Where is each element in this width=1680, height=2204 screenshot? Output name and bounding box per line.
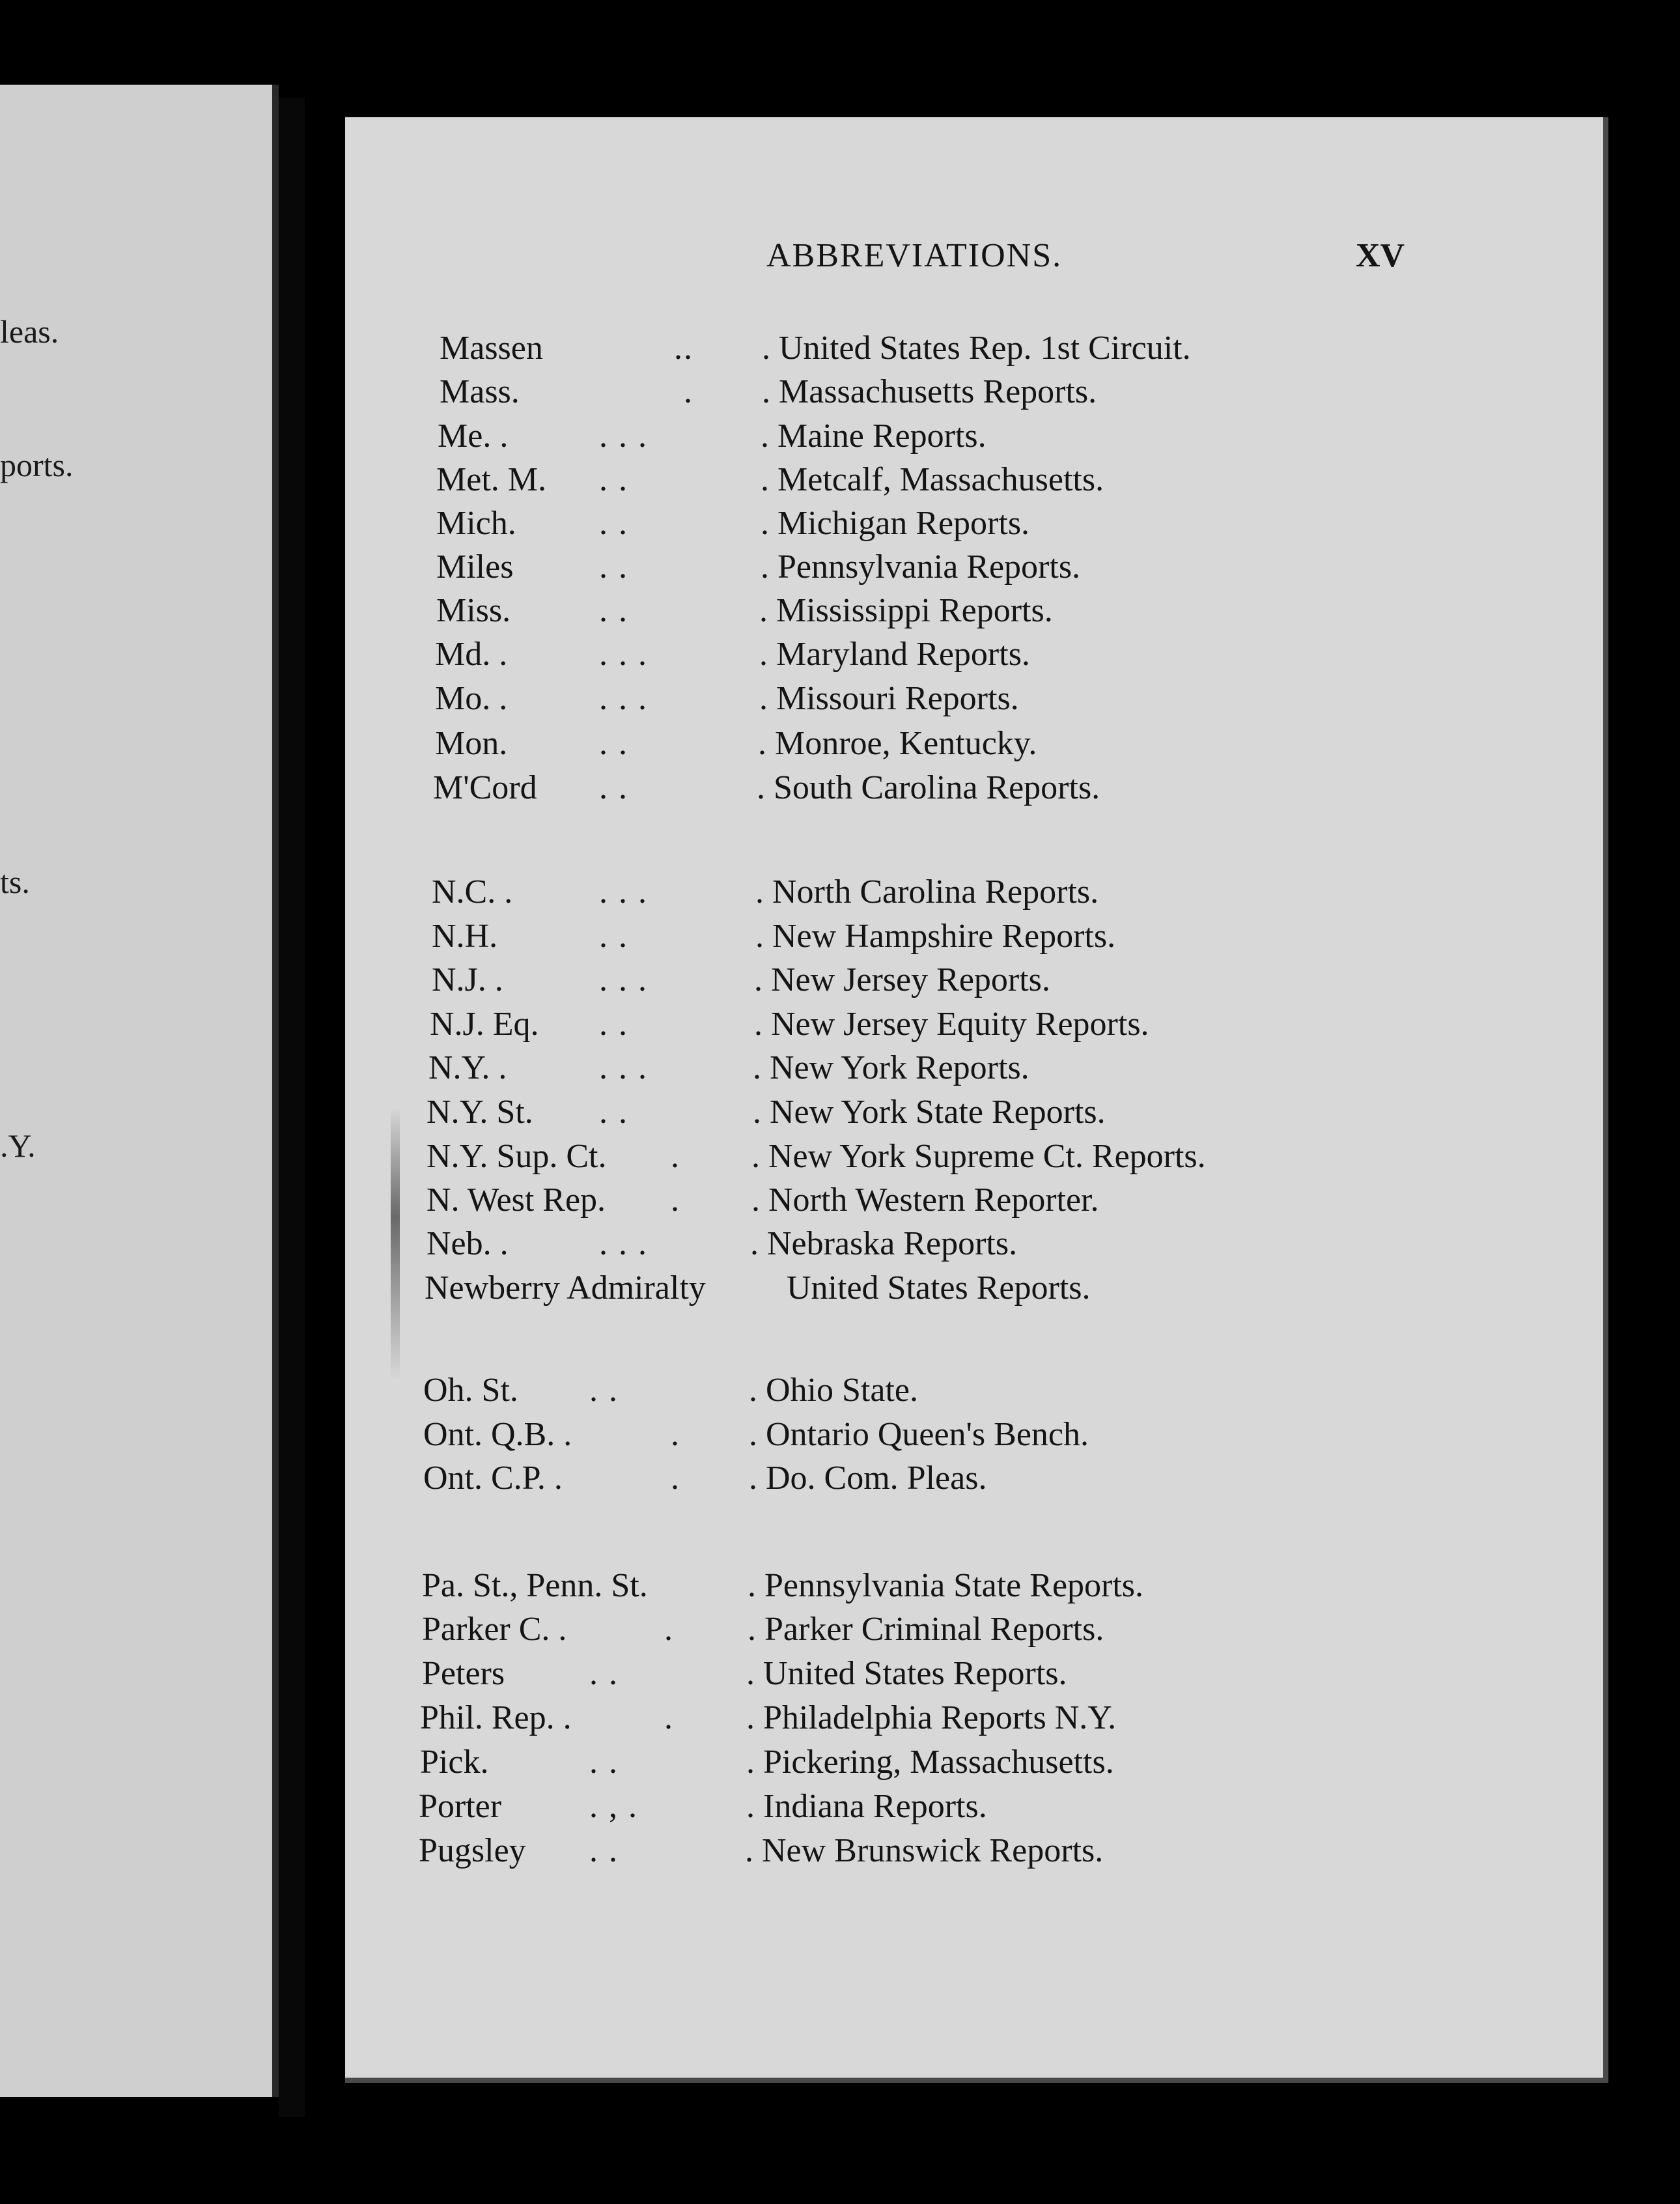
abbreviation-term: Parker C. . (422, 1611, 567, 1648)
page-number: XV (1356, 237, 1405, 274)
abbreviation-entry (0, 1610, 1367, 1652)
abbreviation-term: Me. . (438, 417, 509, 455)
abbreviation-entry (0, 1566, 1367, 1608)
leader-dots: . (684, 373, 693, 410)
abbreviation-term: N.H. (432, 918, 498, 955)
abbreviation-meaning: . Do. Com. Pleas. (749, 1460, 987, 1497)
abbreviation-entry (0, 679, 1367, 721)
abbreviation-term: Met. M. (436, 461, 546, 498)
abbreviation-entry (0, 917, 1367, 959)
page-title: ABBREVIATIONS. (766, 237, 1063, 274)
leader-dots: . . . (599, 680, 648, 717)
abbreviation-meaning: . Philadelphia Reports N.Y. (746, 1699, 1117, 1736)
abbreviation-meaning: . Massachusetts Reports. (762, 373, 1097, 410)
abbreviation-meaning: . Ohio State. (749, 1372, 918, 1409)
leader-dots: . . (589, 1372, 619, 1409)
abbreviation-entry (0, 1459, 1367, 1501)
leader-dots: . . (599, 769, 628, 806)
abbreviation-meaning: . New Jersey Reports. (754, 961, 1050, 998)
left-page-fragment: ts. (0, 864, 30, 900)
abbreviation-term: Oh. St. (423, 1372, 518, 1409)
abbreviation-entry (0, 635, 1367, 677)
leader-dots: . (671, 1138, 680, 1175)
abbreviation-entry (0, 1743, 1367, 1785)
leader-dots: . . (599, 725, 628, 762)
abbreviation-entry (0, 1787, 1367, 1829)
abbreviation-term: Phil. Rep. . (420, 1699, 572, 1736)
abbreviation-entry (0, 961, 1367, 1002)
abbreviation-entry (0, 548, 1367, 589)
abbreviation-term: Md. . (435, 636, 508, 673)
abbreviation-entry (0, 1005, 1367, 1047)
abbreviation-meaning: . North Western Reporter. (751, 1181, 1099, 1219)
abbreviation-entry (0, 1181, 1367, 1222)
abbreviation-term: Pa. St., Penn. St. (422, 1567, 648, 1604)
abbreviation-term: Ont. Q.B. . (423, 1416, 572, 1453)
abbreviation-entry (0, 1831, 1367, 1873)
abbreviation-entry (0, 1137, 1367, 1179)
abbreviation-term: N.J. Eq. (430, 1006, 539, 1043)
abbreviation-entry (0, 329, 1367, 371)
abbreviation-meaning: . Pickering, Massachusetts. (746, 1744, 1114, 1781)
abbreviation-meaning: . Parker Criminal Reports. (748, 1611, 1104, 1648)
leader-dots: . (664, 1611, 674, 1648)
abbreviation-meaning: . South Carolina Reports. (757, 769, 1100, 806)
abbreviation-term: N.Y. St. (427, 1094, 533, 1131)
leader-dots: .. (674, 330, 693, 367)
abbreviation-meaning: . New Hampshire Reports. (755, 918, 1116, 955)
leader-dots: . . (599, 1006, 628, 1043)
abbreviation-term: M'Cord (433, 769, 537, 806)
abbreviation-term: N.Y. . (428, 1049, 507, 1086)
abbreviation-meaning: . Nebraska Reports. (750, 1225, 1018, 1262)
abbreviation-entry (0, 1093, 1367, 1135)
abbreviation-term: N.Y. Sup. Ct. (427, 1138, 607, 1175)
abbreviation-meaning: . Ontario Queen's Bench. (749, 1416, 1089, 1453)
abbreviation-term: Massen (440, 330, 543, 367)
abbreviation-term: Pick. (420, 1744, 489, 1781)
abbreviation-term: N.J. . (432, 961, 503, 998)
abbreviation-entry (0, 1224, 1367, 1266)
leader-dots: . . (589, 1744, 619, 1781)
abbreviation-term: Neb. . (427, 1225, 509, 1262)
abbreviation-term: Ont. C.P. . (423, 1460, 563, 1497)
abbreviation-entry (0, 460, 1367, 502)
leader-dots: . . . (599, 873, 648, 911)
abbreviation-term: Mon. (435, 725, 508, 762)
abbreviation-meaning: . Monroe, Kentucky. (758, 725, 1037, 762)
left-page-fragment: leas. (0, 313, 59, 350)
leader-dots: . (671, 1181, 680, 1219)
abbreviation-meaning: . Pennsylvania State Reports. (748, 1567, 1144, 1604)
abbreviation-entry (0, 504, 1367, 546)
abbreviation-entry (0, 1371, 1367, 1413)
abbreviation-term: Miles (436, 548, 514, 586)
abbreviation-entry (0, 724, 1367, 766)
leader-dots: . . (599, 918, 628, 955)
abbreviation-meaning: . Missouri Reports. (759, 680, 1019, 717)
leader-dots: . . (599, 1094, 628, 1131)
leader-dots: . (671, 1460, 680, 1497)
abbreviation-entry (0, 1699, 1367, 1740)
leader-dots: . (671, 1416, 680, 1453)
leader-dots: . . . (599, 1225, 648, 1262)
abbreviation-meaning: . Mississippi Reports. (759, 592, 1053, 629)
abbreviation-meaning: . Indiana Reports. (746, 1788, 987, 1825)
abbreviation-meaning: . Metcalf, Massachusetts. (761, 461, 1104, 498)
leader-dots: . . (589, 1655, 619, 1692)
abbreviation-meaning: . Maine Reports. (761, 417, 987, 455)
abbreviation-meaning: . New York Supreme Ct. Reports. (751, 1138, 1206, 1175)
abbreviation-meaning: . North Carolina Reports. (755, 873, 1099, 911)
abbreviation-term: Mich. (436, 505, 516, 542)
leader-dots: . . . (599, 417, 648, 455)
leader-dots: . . (599, 548, 628, 586)
leader-dots: . . (599, 592, 628, 629)
abbreviation-term: Porter (419, 1788, 502, 1825)
abbreviation-entry (0, 1415, 1367, 1457)
abbreviation-meaning: . New Jersey Equity Reports. (754, 1006, 1149, 1043)
abbreviation-meaning: . Maryland Reports. (759, 636, 1030, 673)
abbreviation-meaning: . Michigan Reports. (761, 505, 1030, 542)
abbreviation-term: Mass. (440, 373, 520, 410)
leader-dots: . . (599, 461, 628, 498)
leader-dots: . (664, 1699, 674, 1736)
abbreviation-meaning: . Pennsylvania Reports. (761, 548, 1081, 586)
abbreviation-entry (0, 417, 1367, 459)
leader-dots: . . . (599, 1049, 648, 1086)
abbreviation-meaning: . United States Reports. (746, 1655, 1067, 1692)
left-page-fragment: .Y. (0, 1127, 36, 1164)
abbreviation-entry (0, 769, 1367, 810)
abbreviation-term: Newberry Admiralty (425, 1269, 706, 1307)
leader-dots: . . . (599, 636, 648, 673)
abbreviation-term: N.C. . (432, 873, 513, 911)
left-page-fragment: ports. (0, 447, 74, 483)
leader-dots: . . (589, 1832, 619, 1869)
abbreviation-term: Pugsley (419, 1832, 526, 1869)
abbreviation-entry (0, 1049, 1367, 1090)
leader-dots: . , . (589, 1788, 638, 1825)
abbreviation-term: Miss. (436, 592, 511, 629)
abbreviation-term: Mo. . (435, 680, 508, 717)
leader-dots: . . (599, 505, 628, 542)
abbreviation-term: Peters (422, 1655, 505, 1692)
abbreviation-meaning: . United States Rep. 1st Circuit. (762, 330, 1191, 367)
abbreviation-meaning: . New York State Reports. (753, 1094, 1106, 1131)
abbreviation-entry (0, 873, 1367, 914)
abbreviation-meaning: . New Brunswick Reports. (745, 1832, 1104, 1869)
abbreviation-entry (0, 373, 1367, 414)
leader-dots: . . . (599, 961, 648, 998)
abbreviation-meaning: United States Reports. (787, 1269, 1091, 1307)
abbreviation-meaning: . New York Reports. (753, 1049, 1029, 1086)
abbreviation-entry (0, 1269, 1367, 1310)
abbreviation-entry (0, 1654, 1367, 1696)
abbreviation-entry (0, 591, 1367, 633)
abbreviation-term: N. West Rep. (427, 1181, 606, 1219)
